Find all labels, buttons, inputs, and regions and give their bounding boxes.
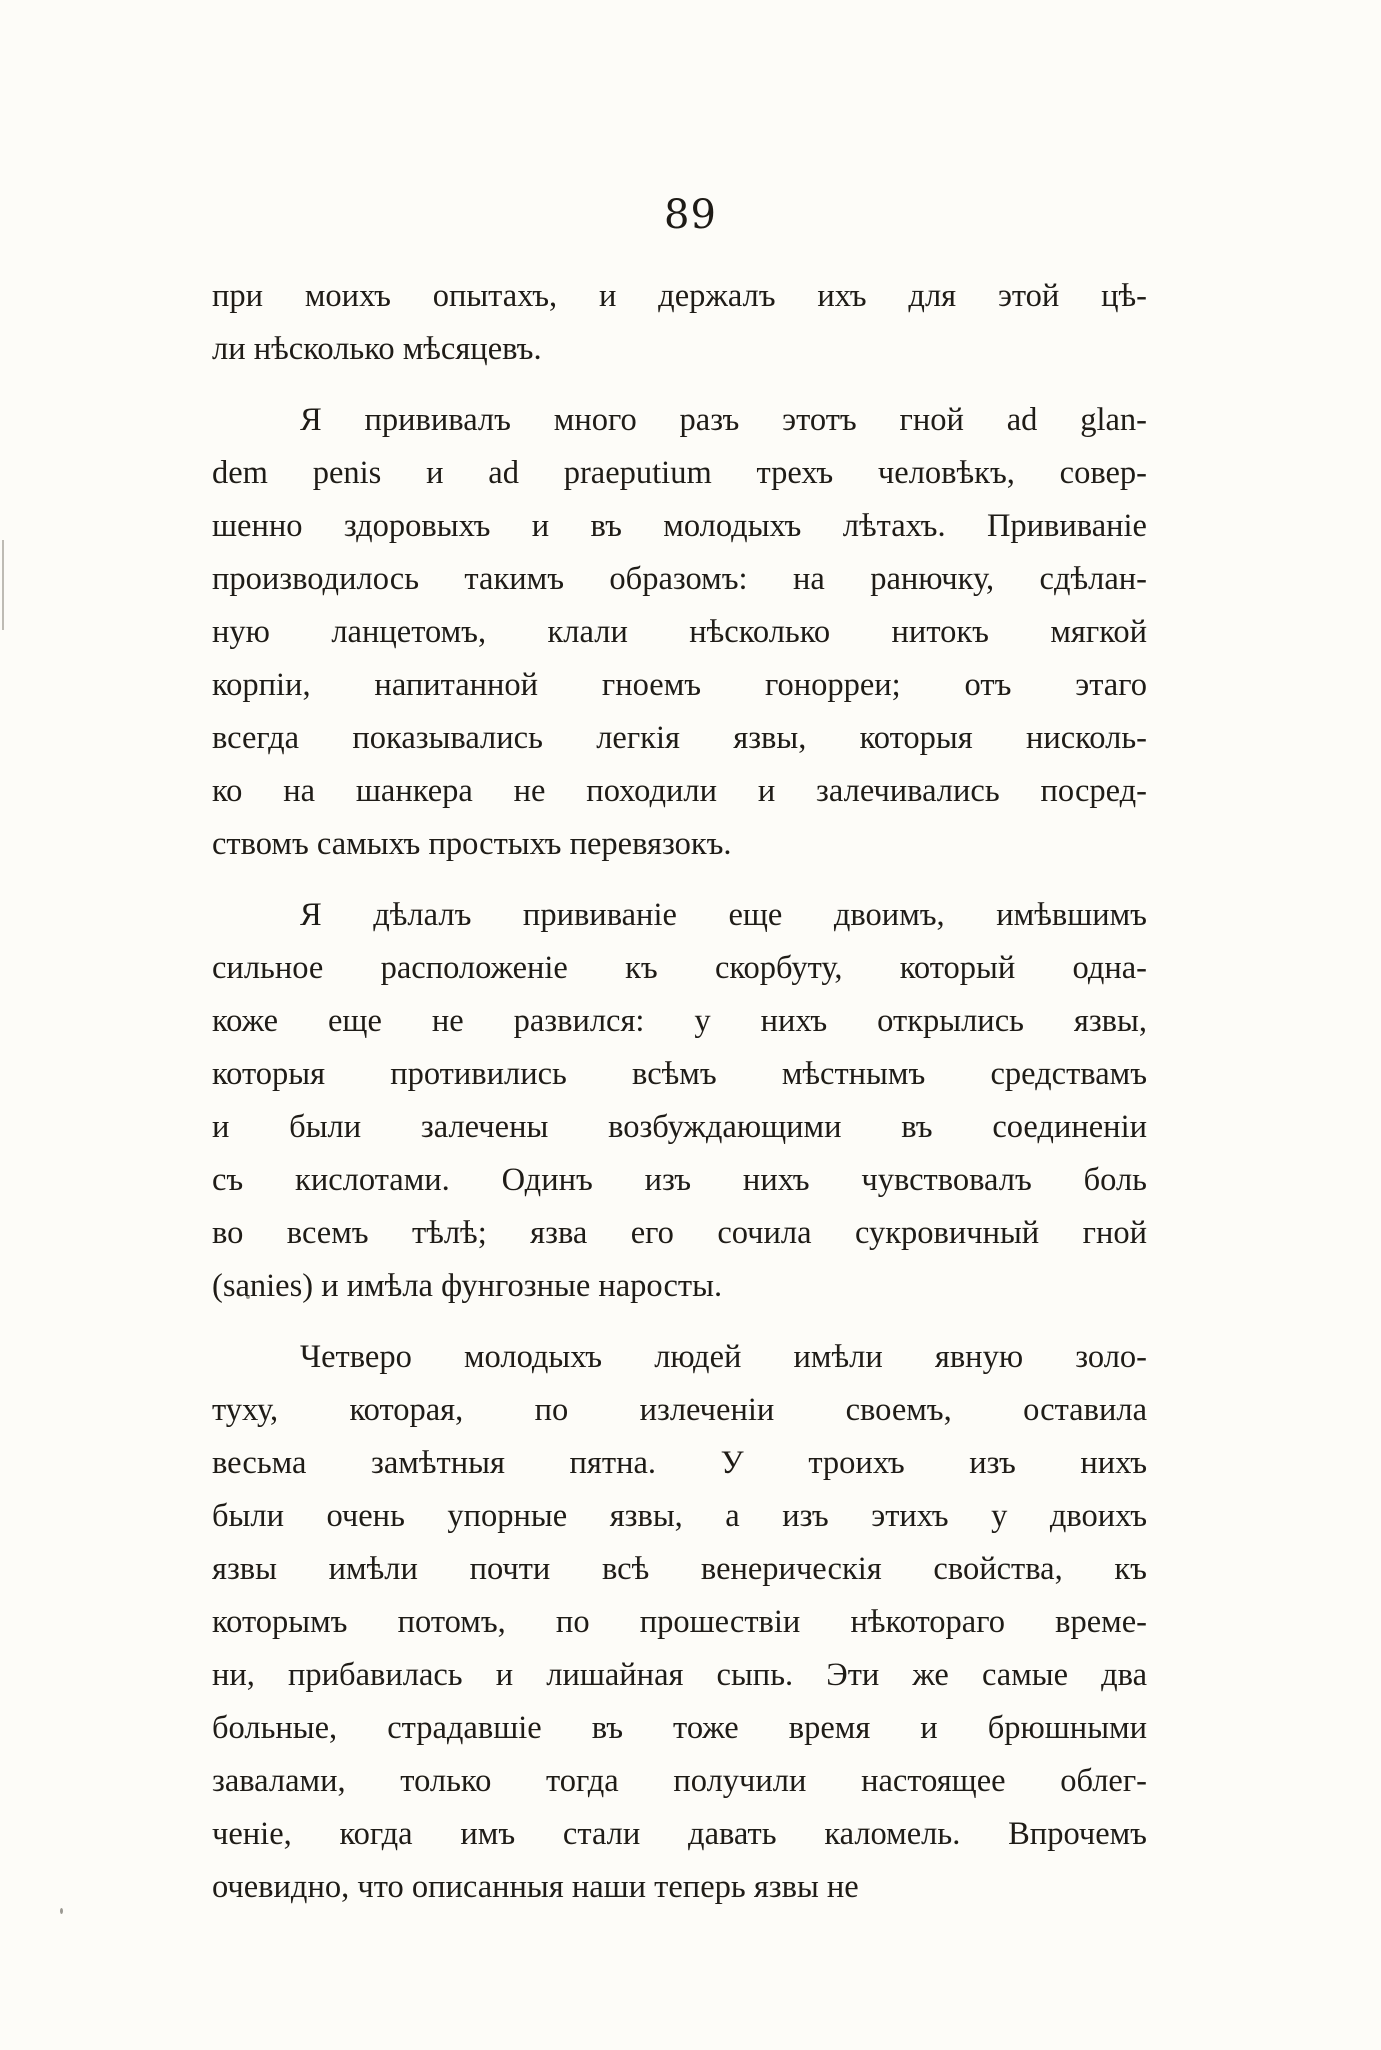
page-number: 89 [664, 192, 717, 238]
paragraph [212, 889, 1147, 1313]
margin-mark [2, 540, 4, 630]
text-line: во всемъ тѣлѣ; язва его сочила сукровичный гной [212, 1215, 1147, 1251]
text-line: ную ланцетомъ, клали нѣсколько нитокъ мягкой [212, 614, 1147, 650]
text-line: Четверо молодыхъ людей имѣли явную золо- [300, 1339, 1147, 1375]
paragraph [212, 270, 1147, 376]
paragraph-gap [212, 871, 1147, 889]
text-line: Я дѣлалъ прививаніе еще двоимъ, имѣвшимъ [300, 897, 1147, 933]
text-line: больные, страдавшіе въ тоже время и брюшными [212, 1710, 1147, 1746]
text-line: всегда показывались легкія язвы, которыя нисколь- [212, 720, 1147, 756]
paragraph [212, 1331, 1147, 1914]
paragraph-gap [212, 376, 1147, 394]
text-line: туху, которая, по излеченіи своемъ, оставила [212, 1392, 1147, 1428]
text-line: Я прививалъ много разъ этотъ гной ad glan- [300, 402, 1147, 438]
text-line: которымъ потомъ, по прошествіи нѣкотораго време- [212, 1604, 1147, 1640]
text-line: производилось такимъ образомъ: на ранючку, сдѣлан- [212, 561, 1147, 597]
text-line: ствомъ самыхъ простыхъ перевязокъ. [212, 826, 732, 862]
ink-speck [60, 1908, 63, 1914]
text-line: ли нѣсколько мѣсяцевъ. [212, 331, 542, 367]
text-line: (sanies) и имѣла фунгозные наросты. [212, 1268, 723, 1304]
text-line: коже еще не развился: у нихъ открылись язвы, [212, 1003, 1147, 1039]
text-line: шенно здоровыхъ и въ молодыхъ лѣтахъ. Прививаніе [212, 508, 1147, 544]
text-line: были очень упорные язвы, а изъ этихъ у двоихъ [212, 1498, 1147, 1534]
text-line: весьма замѣтныя пятна. У троихъ изъ нихъ [212, 1445, 1147, 1481]
text-line: ко на шанкера не походили и залечивались посред- [212, 773, 1147, 809]
paragraph [212, 394, 1147, 871]
text-line: dem penis и ad praeputium трехъ человѣкъ, совер- [212, 455, 1147, 491]
text-line: корпіи, напитанной гноемъ гонорреи; отъ этаго [212, 667, 1147, 703]
text-line: ни, прибавилась и лишайная сыпь. Эти же самые два [212, 1657, 1147, 1693]
text-line: и были залечены возбуждающими въ соединеніи [212, 1109, 1147, 1145]
body-text [212, 270, 1147, 1914]
text-line: которыя противились всѣмъ мѣстнымъ средствамъ [212, 1056, 1147, 1092]
text-line: сильное расположеніе къ скорбуту, который одна- [212, 950, 1147, 986]
text-line: завалами, только тогда получили настоящее облег- [212, 1763, 1147, 1799]
text-line: язвы имѣли почти всѣ венерическія свойства, къ [212, 1551, 1147, 1587]
text-line: ченіе, когда имъ стали давать каломель. Впрочемъ [212, 1816, 1147, 1852]
text-line: при моихъ опытахъ, и держалъ ихъ для этой цѣ- [212, 278, 1147, 314]
paragraph-gap [212, 1313, 1147, 1331]
text-line: очевидно, что описанныя наши теперь язвы не [212, 1869, 859, 1905]
text-line: съ кислотами. Одинъ изъ нихъ чувствовалъ боль [212, 1162, 1147, 1198]
